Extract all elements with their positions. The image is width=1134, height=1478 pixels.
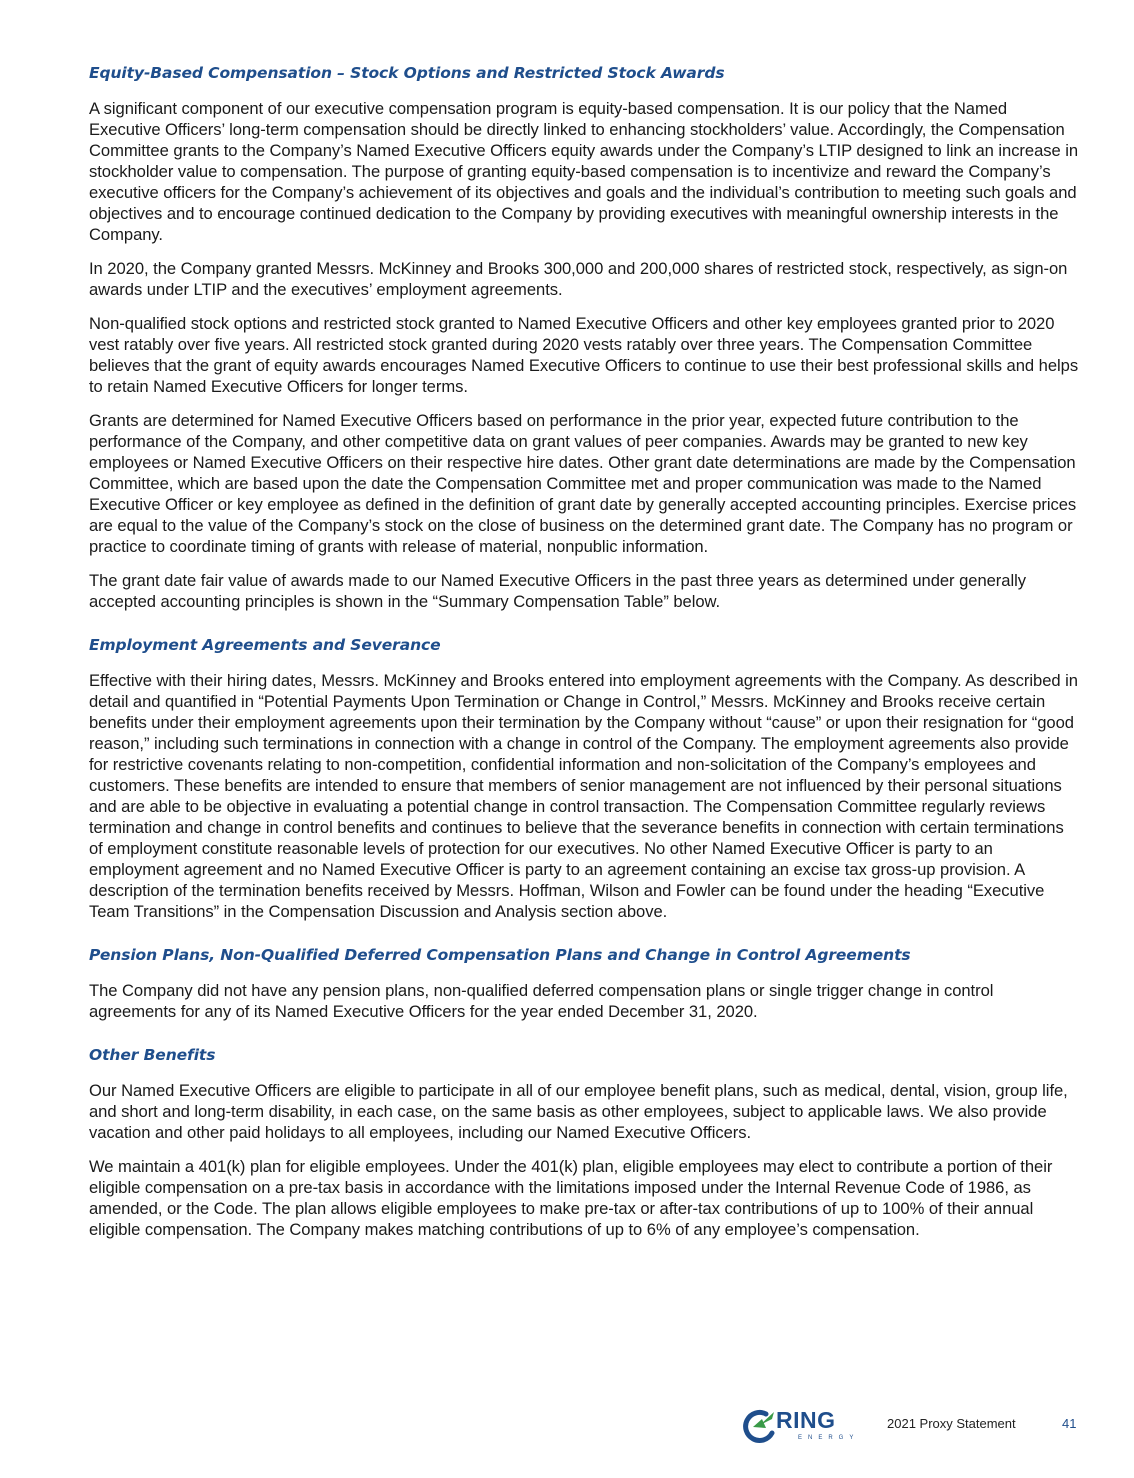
paragraph: We maintain a 401(k) plan for eligible employees. Under the 401(k) plan, eligible employees may elect to contribute a portion of their eligible compensation on a pre-tax basis in accordance with the limitations imposed under the Internal Revenue Code of 1986, as amended, or the Code. The plan allows eligible employees to make pre-tax or after-tax contributions of up to 100% of their annual eligible compensation. The Company makes matching contributions of up to 6% of any employee’s compensation. bbox=[89, 1157, 1053, 1239]
section-heading: Other Benefits bbox=[89, 1046, 216, 1064]
section-pension-plans bbox=[89, 944, 1079, 1022]
paragraph: The grant date fair value of awards made to our Named Executive Officers in the past three years as determined under generally accepted accounting principles is shown in the “Summary Compensation Table” below. bbox=[89, 571, 1026, 611]
paragraph: The Company did not have any pension plans, non-qualified deferred compensation plans or single trigger change in control agreements for any of its Named Executive Officers for the year ended December 31, 2020. bbox=[89, 981, 994, 1021]
paragraph: Our Named Executive Officers are eligible to participate in all of our employee benefit plans, such as medical, dental, vision, group life, and short and long-term disability, in each case, on the same basis as other employees, subject to applicable laws. We also provide vacation and other paid holidays to all employees, including our Named Executive Officers. bbox=[89, 1081, 1068, 1142]
section-heading: Employment Agreements and Severance bbox=[89, 636, 441, 654]
paragraph: Non-qualified stock options and restricted stock granted to Named Executive Officers and other key employees granted prior to 2020 vest ratably over five years. All restricted stock granted during 2020 vests ratably over three years. The Compensation Committee believes that the grant of equity awards encourages Named Executive Officers to continue to use their best professional skills and helps to retain Named Executive Officers for longer terms. bbox=[89, 314, 1079, 396]
section-heading: Equity-Based Compensation – Stock Options and Restricted Stock Awards bbox=[89, 64, 725, 82]
paragraph: In 2020, the Company granted Messrs. McKinney and Brooks 300,000 and 200,000 shares of restricted stock, respectively, as sign-on awards under LTIP and the executives’ employment agreements. bbox=[89, 259, 1068, 299]
paragraph: A significant component of our executive compensation program is equity-based compensation. It is our policy that the Named Executive Officers’ long-term compensation should be directly linked to enhancing stockholders’ value. Accordingly, the Compensation Committee grants to the Company’s Named Executive Officers equity awards under the Company’s LTIP designed to link an increase in stockholder value to compensation. The purpose of granting equity-based compensation is to incentivize and reward the Company’s executive officers for the Company’s achievement of its objectives and goals and the individual’s contribution to meeting such goals and objectives and to encourage continued dedication to the Company by providing executives with meaningful ownership interests in the Company. bbox=[89, 99, 1079, 244]
section-other-benefits bbox=[89, 1044, 1079, 1240]
document-body bbox=[89, 62, 1079, 1253]
paragraph: Grants are determined for Named Executive Officers based on performance in the prior year, expected future contribution to the performance of the Company, and other competitive data on grant values of peer companies. Awards may be granted to new key employees or Named Executive Officers on their respective hire dates. Other grant date determinations are made by the Compensation Committee, which are based upon the date the Compensation Committee met and proper communication was made to the Named Executive Officer or key employee as defined in the definition of grant date by generally accepted accounting principles. Exercise prices are equal to the value of the Company’s stock on the close of business on the determined grant date. The Company has no program or practice to coordinate timing of grants with release of material, nonpublic information. bbox=[89, 411, 1077, 556]
section-equity-compensation bbox=[89, 62, 1079, 612]
section-employment-agreements bbox=[89, 634, 1079, 922]
ring-energy-logo bbox=[742, 1406, 862, 1444]
paragraph: Effective with their hiring dates, Messrs. McKinney and Brooks entered into employment agreements with the Company. As described in detail and quantified in “Potential Payments Upon Termination or Change in Control,” Messrs. McKinney and Brooks receive certain benefits under their employment agreements upon their termination by the Company without “cause” or upon their resignation for “good reason,” including such terminations in connection with a change in control of the Company. The employment agreements also provide for restrictive covenants relating to non-competition, confidential information and non-solicitation of the Company’s employees and customers. These benefits are intended to ensure that members of senior management are not influenced by their personal situations and are able to be objective in evaluating a potential change in control transaction. The Compensation Committee regularly reviews termination and change in control benefits and continues to believe that the severance benefits in connection with certain terminations of employment constitute reasonable levels of protection for our executives. No other Named Executive Officer is party to an employment agreement and no Named Executive Officer is party to an agreement containing an excise tax gross-up provision. A description of the termination benefits received by Messrs. Hoffman, Wilson and Fowler can be found under the heading “Executive Team Transitions” in the Compensation Discussion and Analysis section above. bbox=[89, 671, 1078, 921]
page-footer bbox=[0, 1406, 1134, 1446]
document-title: 2021 Proxy Statement bbox=[887, 1416, 1016, 1431]
page-number: 41 bbox=[1062, 1416, 1077, 1431]
logo-subtext: ENERGY bbox=[798, 1435, 860, 1441]
logo-wordmark: RING bbox=[776, 1407, 836, 1433]
section-heading: Pension Plans, Non-Qualified Deferred Compensation Plans and Change in Control Agreements bbox=[89, 946, 911, 964]
